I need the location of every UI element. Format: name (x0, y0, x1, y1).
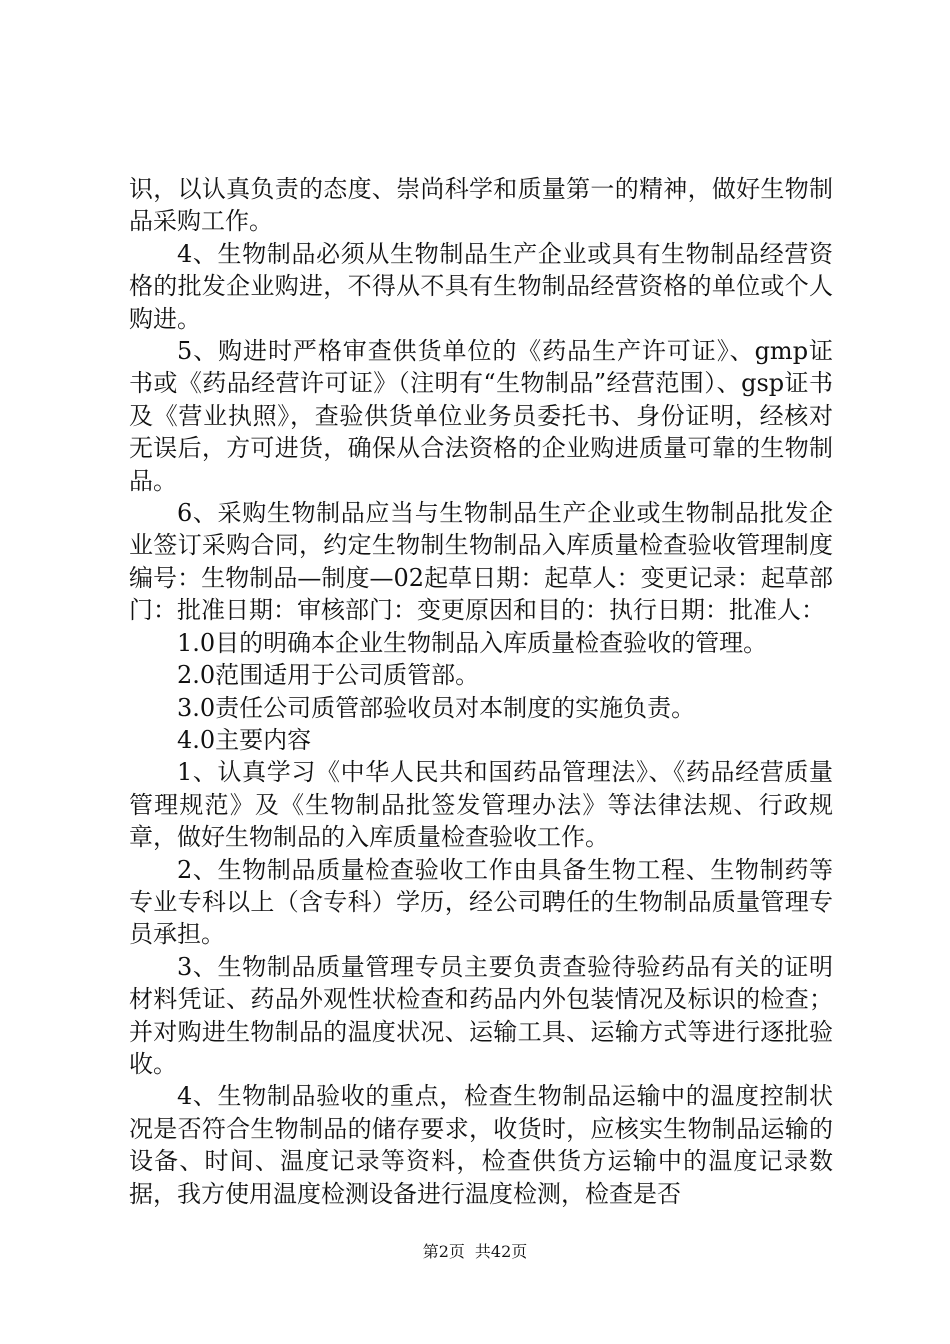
paragraph-continuation: 识，以认真负责的态度、崇尚科学和质量第一的精神，做好生物制品采购工作。 (129, 175, 833, 236)
paragraph-item-4: 4、生物制品必须从生物制品生产企业或具有生物制品经营资格的批发企业购进，不得从不具有生物制品经营资格的单位或个人购进。 (129, 239, 833, 333)
paragraph-responsibility: 3.0责任公司质管部验收员对本制度的实施负责。 (177, 693, 696, 722)
paragraph-scope: 2.0范围适用于公司质管部。 (177, 661, 480, 690)
page-footer (0, 1242, 950, 1262)
paragraph-content-item-1: 1、认真学习《中华人民共和国药品管理法》、《药品经营质量管理规范》及《生物制品批签发管理办法》等法律法规、行政规章，做好生物制品的入库质量检查验收工作。 (129, 758, 833, 852)
paragraph-content-item-3: 3、生物制品质量管理专员主要负责查验待验药品有关的证明材料凭证、药品外观性状检查和药品内外包装情况及标识的检查；并对购进生物制品的温度状况、运输工具、运输方式等进行逐批验收。 (129, 952, 833, 1078)
paragraph-item-6: 6、采购生物制品应当与生物制品生产企业或生物制品批发企业签订采购合同，约定生物制生物制品入库质量检查验收管理制度编号：生物制品—制度—02起草日期：起草人：变更记录：起草部门：批准日期：审核部门：变更原因和目的：执行日期：批准人： (129, 499, 833, 625)
page-number-current: 第2页 (422, 1242, 465, 1261)
document-body (129, 173, 833, 1210)
paragraph-main-content-heading: 4.0主要内容 (177, 725, 312, 754)
paragraph-item-5: 5、购进时严格审查供货单位的《药品生产许可证》、gmp证书或《药品经营许可证》（注明有“生物制品”经营范围）、gsp证书及《营业执照》，查验供货单位业务员委托书、身份证明，经核对无误后，方可进货，确保从合法资格的企业购进质量可靠的生物制品。 (129, 337, 833, 495)
paragraph-content-item-2: 2、生物制品质量检查验收工作由具备生物工程、生物制药等专业专科以上（含专科）学历，经公司聘任的生物制品质量管理专员承担。 (129, 855, 833, 949)
paragraph-purpose: 1.0目的明确本企业生物制品入库质量检查验收的管理。 (177, 628, 768, 657)
paragraph-content-item-4: 4、生物制品验收的重点，检查生物制品运输中的温度控制状况是否符合生物制品的储存要求，收货时，应核实生物制品运输的设备、时间、温度记录等资料，检查供货方运输中的温度记录数据，我方使用温度检测设备进行温度检测，检查是否 (129, 1082, 833, 1208)
page-number-total: 共42页 (474, 1242, 528, 1261)
